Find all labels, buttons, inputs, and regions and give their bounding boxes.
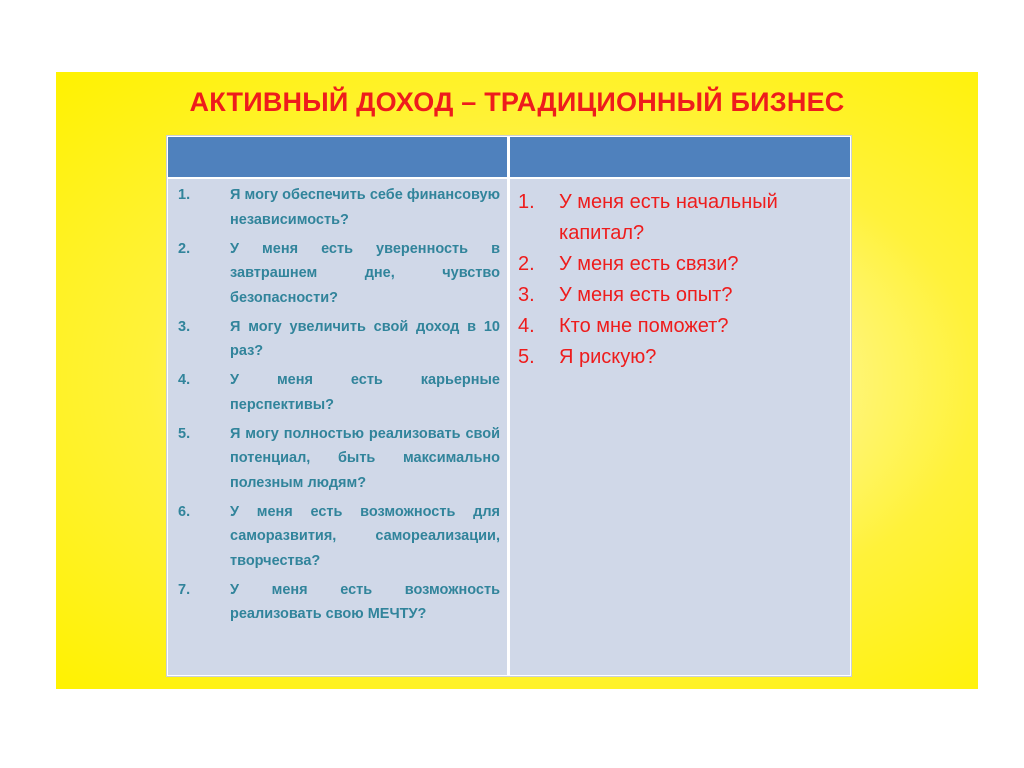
list-item-number: 4.: [178, 372, 191, 388]
list-item: [178, 500, 500, 574]
list-item-text: Я могу увеличить свой доход в 10 раз?: [230, 318, 500, 359]
list-item: [178, 315, 500, 364]
list-item-text: У меня есть карьерные перспективы?: [230, 372, 500, 413]
list-item-number: 7.: [178, 581, 191, 598]
list-item-text: Я могу обеспечить себе финансовую независимость?: [230, 187, 500, 228]
list-item: [178, 422, 500, 496]
slide-title: АКТИВНЫЙ ДОХОД – ТРАДИЦИОННЫЙ БИЗНЕС: [189, 87, 845, 117]
list-item-number: 3.: [518, 284, 535, 306]
table-cell-right: [510, 179, 850, 675]
list-item: [518, 342, 838, 373]
list-item-number: 5.: [518, 346, 535, 368]
list-item-text: Я рискую?: [559, 346, 657, 368]
list-item-text: У меня есть связи?: [559, 253, 739, 275]
table-header-right: [510, 137, 850, 177]
list-item: [518, 280, 838, 311]
list-item-text: У меня есть начальный капитал?: [559, 191, 778, 244]
list-item: [518, 187, 838, 249]
list-item-number: 1.: [178, 187, 191, 203]
comparison-table: [166, 135, 852, 677]
list-item: [178, 578, 500, 627]
list-item: [178, 368, 500, 417]
list-item-text: У меня есть уверенность в завтрашнем дне, чувство безопасности?: [230, 240, 500, 306]
list-item-text: У меня есть возможность реализовать свою МЕЧТУ?: [230, 581, 500, 622]
list-item: [178, 237, 500, 311]
list-item-text: У меня есть возможность для саморазвития, самореализации, творчества?: [230, 503, 500, 569]
left-question-list: [178, 183, 500, 631]
list-item-text: Я могу полностью реализовать свой потенциал, быть максимально полезным людям?: [230, 425, 500, 491]
right-question-list: [518, 187, 838, 373]
list-item-number: 5.: [178, 425, 191, 442]
list-item: [518, 311, 838, 342]
list-item-number: 4.: [518, 315, 535, 337]
table-header-left: [168, 137, 507, 177]
list-item: [178, 183, 500, 232]
slide-background: [56, 72, 978, 689]
list-item-number: 6.: [178, 503, 191, 520]
list-item: [518, 249, 838, 280]
table-cell-left: [168, 179, 507, 675]
list-item-number: 1.: [518, 191, 535, 213]
list-item-text: У меня есть опыт?: [559, 284, 733, 306]
list-item-number: 2.: [178, 240, 191, 257]
list-item-number: 2.: [518, 253, 535, 275]
list-item-number: 3.: [178, 318, 191, 335]
list-item-text: Кто мне поможет?: [559, 315, 729, 337]
